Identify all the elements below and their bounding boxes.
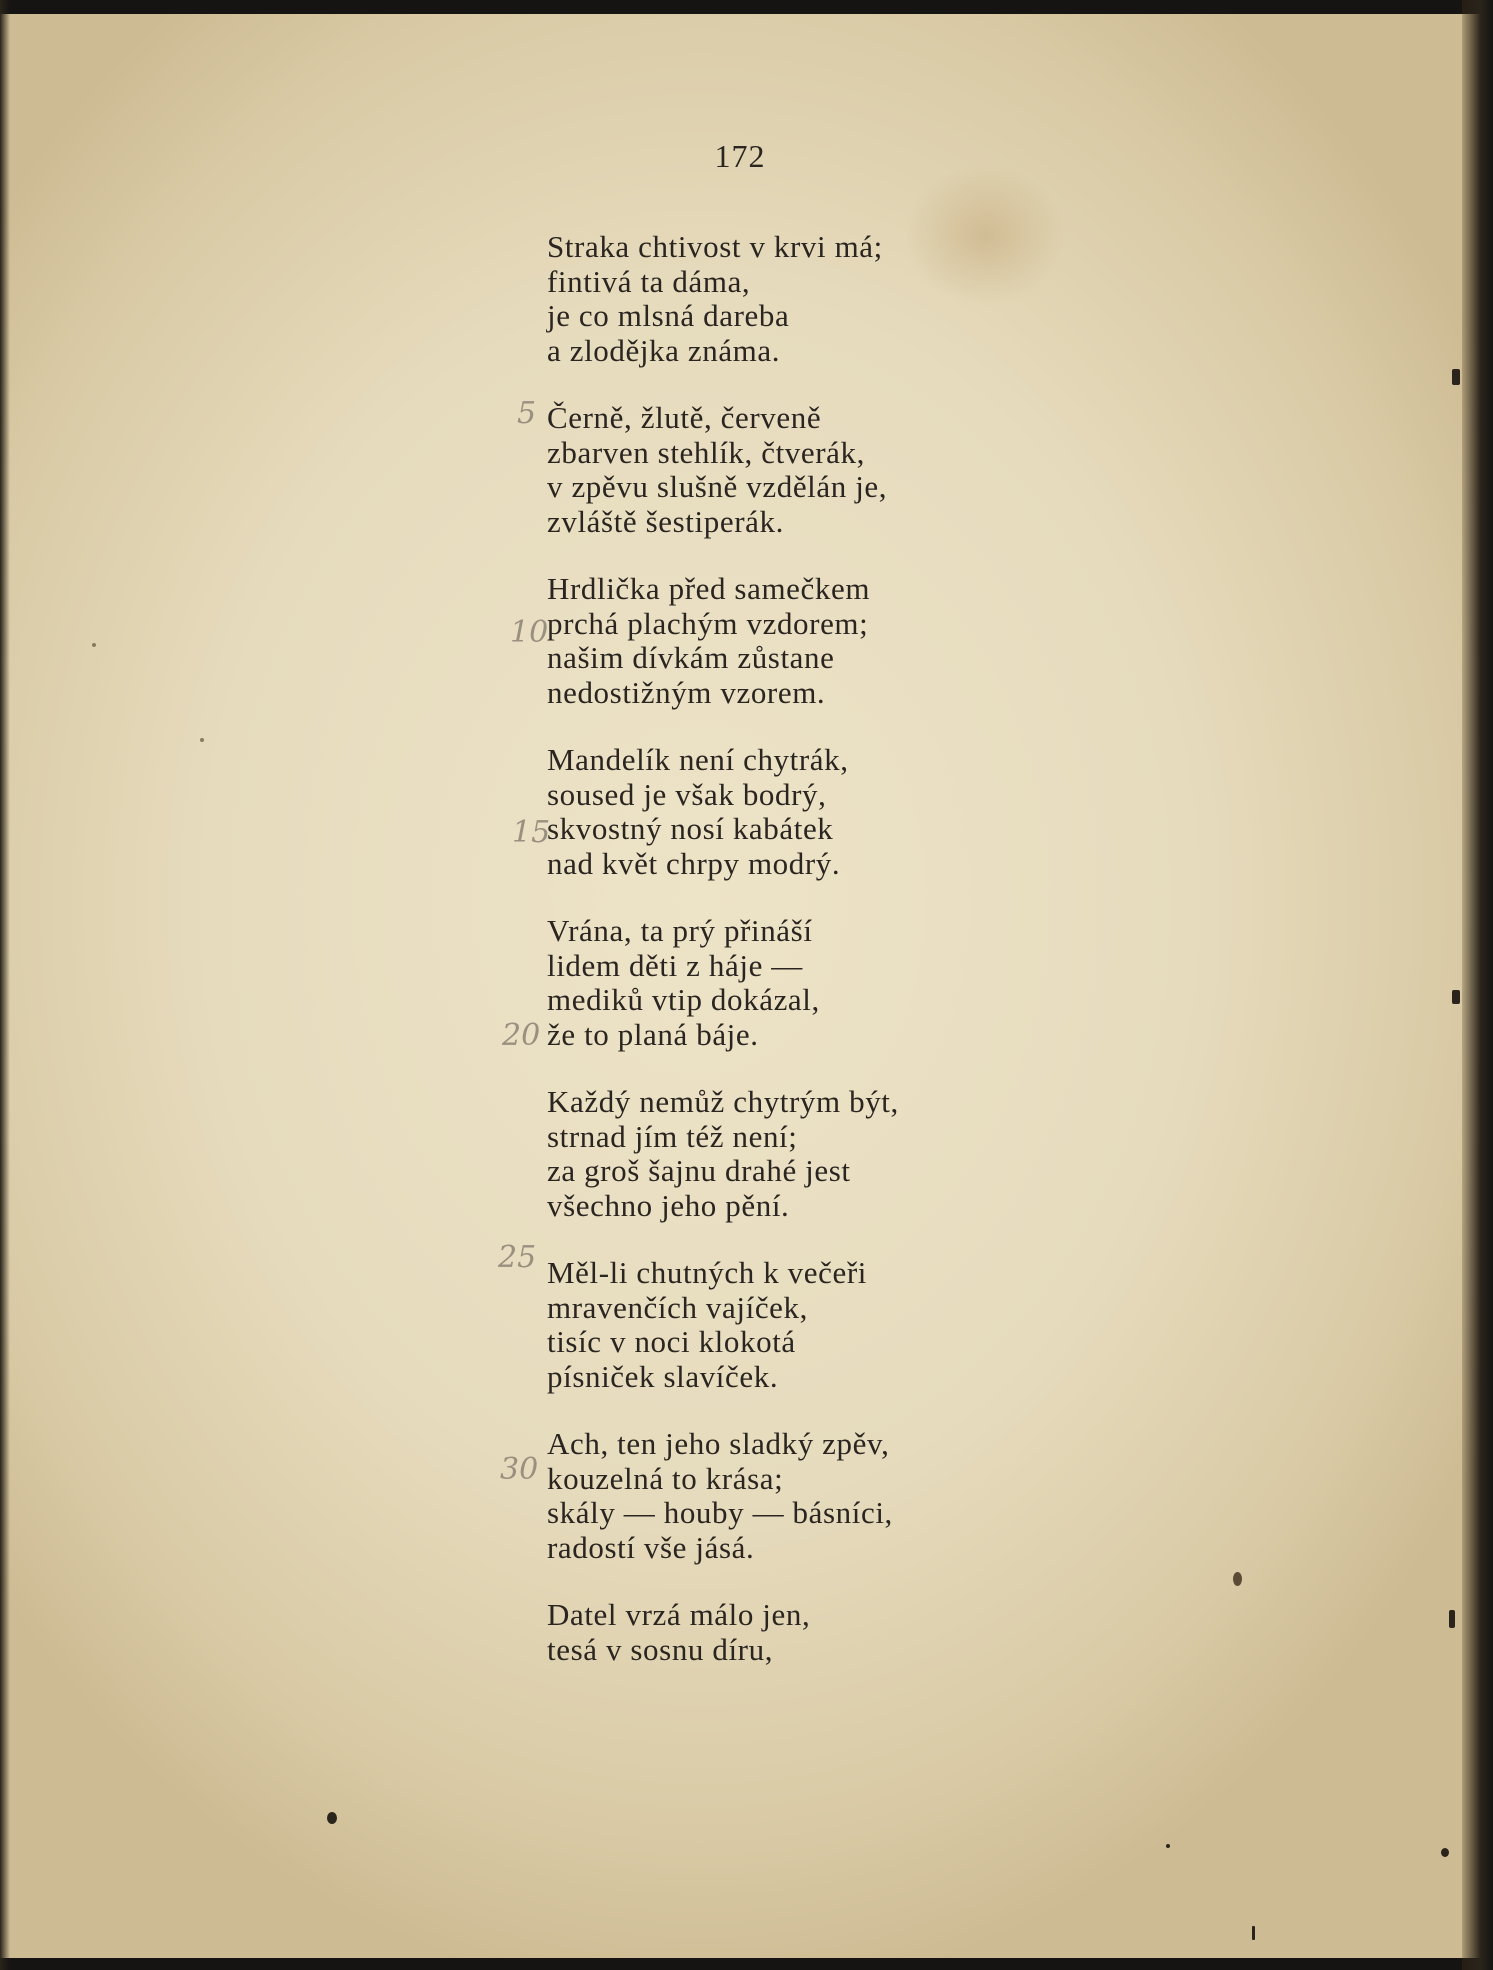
page-number: 172 bbox=[714, 138, 766, 174]
dirt-speck bbox=[92, 643, 96, 647]
poem-line: Každý nemůž chytrým být, bbox=[547, 1084, 899, 1119]
poem-line: Měl-li chutných k večeři bbox=[547, 1255, 867, 1290]
stanza-2 bbox=[547, 401, 1027, 539]
poem-line: je co mlsná dareba bbox=[547, 298, 790, 333]
dirt-speck bbox=[1452, 369, 1460, 385]
poem-line: kouzelná to krása; bbox=[547, 1460, 784, 1496]
poem-line: fintivá ta dáma, bbox=[547, 263, 751, 299]
poem-line: a zlodějka známa. bbox=[547, 332, 781, 368]
poem-line: nad květ chrpy modrý. bbox=[547, 845, 841, 881]
stanza-8 bbox=[547, 1427, 1027, 1565]
dirt-speck bbox=[1452, 990, 1460, 1004]
poem-line: nedostižným vzorem. bbox=[547, 674, 826, 710]
margin-line-number: 20 bbox=[502, 1018, 541, 1053]
poem-line: Černě, žlutě, červeně bbox=[547, 400, 822, 435]
dirt-speck bbox=[200, 738, 204, 742]
stanza-3 bbox=[547, 572, 1027, 710]
dirt-speck bbox=[1166, 1844, 1170, 1848]
poem-line: písniček slavíček. bbox=[547, 1358, 779, 1394]
poem-line: mediků vtip dokázal, bbox=[547, 982, 820, 1017]
margin-line-number: 15 bbox=[512, 815, 551, 850]
dirt-speck bbox=[1449, 1610, 1455, 1628]
stanza-1 bbox=[547, 230, 1027, 368]
scan-bottom-border bbox=[0, 1958, 1493, 1970]
poem-line: za groš šajnu drahé jest bbox=[547, 1153, 851, 1188]
poem-line: tisíc v noci klokotá bbox=[547, 1324, 796, 1359]
poem-line: zvláště šestiperák. bbox=[547, 503, 784, 539]
stanza-5 bbox=[547, 914, 1027, 1052]
dirt-speck bbox=[1252, 1926, 1255, 1940]
poem-line: Datel vrzá málo jen, bbox=[547, 1597, 811, 1632]
poem-line: radostí vše jásá. bbox=[547, 1529, 755, 1565]
stanza-7 bbox=[547, 1256, 1027, 1394]
margin-line-number: 25 bbox=[498, 1240, 537, 1275]
dirt-speck bbox=[1441, 1848, 1449, 1857]
poem-line: skály — houby — básníci, bbox=[547, 1495, 893, 1530]
poem-line: Mandelík není chytrák, bbox=[547, 742, 849, 777]
poem-line: Hrdlička před samečkem bbox=[547, 571, 871, 606]
margin-line-number: 10 bbox=[510, 615, 549, 650]
poem-line: Straka chtivost v krvi má; bbox=[547, 229, 883, 264]
scan-top-border bbox=[0, 0, 1493, 14]
stanza-4 bbox=[547, 743, 1027, 881]
stanza-6 bbox=[547, 1085, 1027, 1223]
margin-line-number: 30 bbox=[500, 1452, 539, 1487]
poem-line: našim dívkám zůstane bbox=[547, 640, 835, 675]
dirt-speck bbox=[327, 1812, 337, 1824]
poem-line: všechno jeho pění. bbox=[547, 1187, 790, 1223]
poem-line: prchá plachým vzdorem; bbox=[547, 605, 869, 641]
poem-line: skvostný nosí kabátek bbox=[547, 811, 834, 846]
poem-line: soused je však bodrý, bbox=[547, 776, 827, 812]
poem-line: tesá v sosnu díru, bbox=[547, 1631, 774, 1667]
poem-line: lidem děti z háje — bbox=[547, 947, 803, 983]
poem-line: v zpěvu slušně vzdělán je, bbox=[547, 469, 888, 504]
poem-line: strnad jím též není; bbox=[547, 1118, 798, 1154]
scan-left-edge bbox=[0, 0, 10, 1970]
poem-line: Vrána, ta prý přináší bbox=[547, 913, 813, 948]
stanza-9 bbox=[547, 1598, 1027, 1667]
scan-right-edge bbox=[1462, 0, 1493, 1970]
dirt-speck bbox=[1233, 1572, 1242, 1586]
poem bbox=[547, 230, 1027, 1700]
poem-line: zbarven stehlík, čtverák, bbox=[547, 434, 865, 470]
poem-line: že to planá báje. bbox=[547, 1016, 759, 1052]
poem-line: mravenčích vajíček, bbox=[547, 1289, 808, 1325]
poem-line: Ach, ten jeho sladký zpěv, bbox=[547, 1426, 890, 1461]
margin-line-number: 5 bbox=[517, 396, 537, 431]
